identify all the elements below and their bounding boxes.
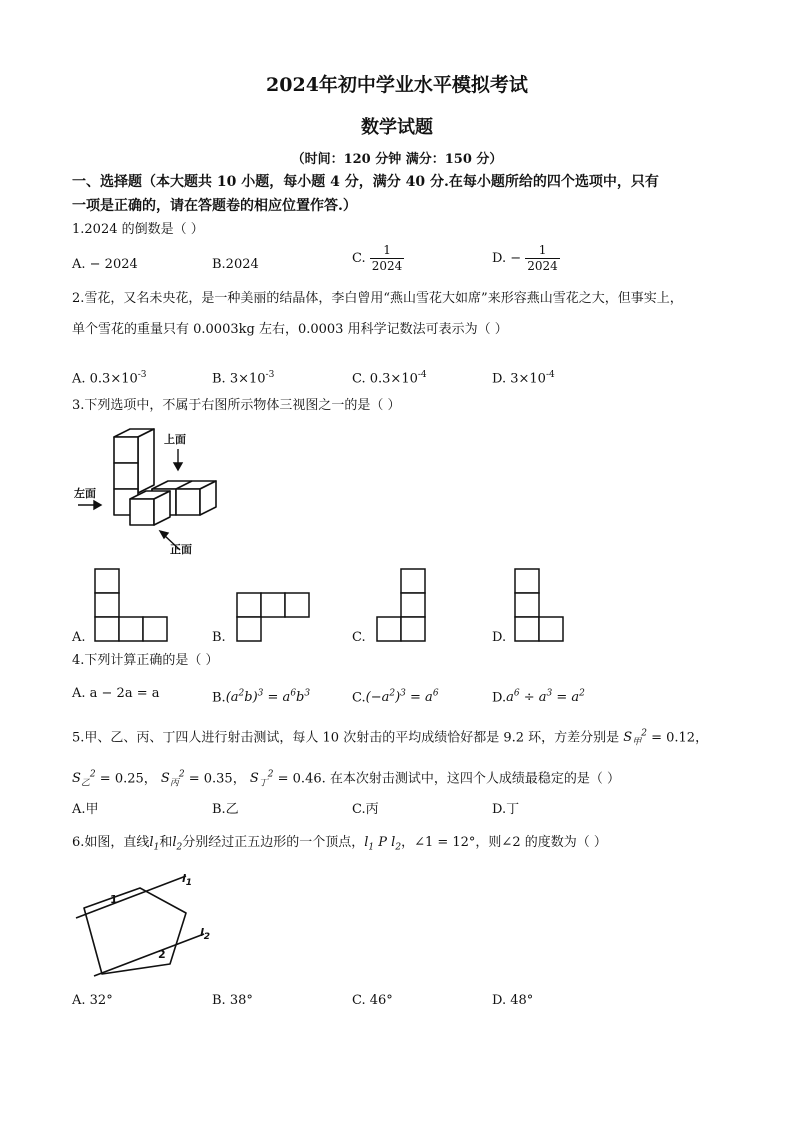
q6-option-c: C. 46° bbox=[352, 993, 393, 1008]
q4-d-formula: $a^6 \div a^3 = a^2$ bbox=[506, 689, 585, 706]
exam-subject: 数学试题 bbox=[361, 117, 433, 138]
q6-line-1 bbox=[76, 876, 186, 918]
q2-option-c bbox=[352, 365, 427, 389]
q2-b-exponent: -3 bbox=[265, 370, 275, 380]
exam-title: 2024年初中学业水平模拟考试 bbox=[266, 74, 528, 96]
q6-stem bbox=[72, 833, 742, 858]
q2-option-a bbox=[72, 365, 147, 389]
q5-s4-value: = 0.46. bbox=[277, 771, 326, 787]
q3-option-a-label: A. bbox=[72, 630, 86, 645]
q5-variance-2: $S_乙^2$ bbox=[72, 770, 96, 789]
q1-stem: 1.2024 的倒数是（ ） bbox=[72, 222, 204, 237]
q5-line1-text: 5.甲、乙、丙、丁四人进行射击测试，每人 10 次射击的平均成绩恰好都是 9.2 环，方差分别是 bbox=[72, 730, 620, 746]
q3-option-d-label: D. bbox=[492, 630, 507, 645]
q6-label-l2: $l_2$ bbox=[200, 926, 211, 943]
q5-s4-sub: 丁 bbox=[258, 778, 268, 789]
q5-s2-value: = 0.25， bbox=[99, 771, 157, 787]
section-heading-line1: 一、选择题（本大题共 10 小题，每小题 4 分，满分 40 分.在每小题所给的四个选项中，只有 bbox=[72, 174, 659, 190]
q6-stem-c: 分别经过正五边形的一个顶点， bbox=[182, 835, 365, 850]
q2-stem-line1: 2.雪花，又名未央花，是一种美丽的结晶体，李白曾用“燕山雪花大如席”来形容燕山雪花之大，但事实上， bbox=[72, 291, 683, 306]
q2-d-base: D. 3×10 bbox=[492, 371, 546, 387]
q6-line-2 bbox=[94, 934, 204, 976]
q6-line-l2: $l_2$ bbox=[172, 835, 183, 853]
q5-line2-tail: 在本次射击测试中，这四个人成绩最稳定的是（ ） bbox=[329, 771, 621, 787]
q4-option-d bbox=[492, 684, 585, 708]
q2-d-exponent: -4 bbox=[545, 370, 555, 380]
q4-b-formula: $(a^2b)^3 = a^6b^3$ bbox=[225, 689, 311, 706]
q6-line-l1: $l_1$ bbox=[149, 835, 160, 853]
q3-stem: 3.下列选项中，不属于右图所示物体三视图之一的是（ ） bbox=[72, 398, 401, 413]
q2-a-base: A. 0.3×10 bbox=[72, 371, 138, 387]
q6-stem-a: 6.如图，直线 bbox=[72, 835, 150, 850]
q1-option-c-label: C. bbox=[352, 251, 366, 266]
q6-option-a: A. 32° bbox=[72, 993, 113, 1008]
q2-c-base: C. 0.3×10 bbox=[352, 371, 418, 387]
section-heading-line2: 一项是正确的，请在答题卷的相应位置作答.） bbox=[72, 198, 357, 214]
q3-option-b-label: B. bbox=[212, 630, 226, 645]
q1-d-numerator: 1 bbox=[525, 243, 560, 259]
q1-option-a: A. − 2024 bbox=[72, 257, 138, 272]
q3-label-top: 上面 bbox=[164, 433, 186, 446]
q1-option-c-fraction bbox=[370, 243, 405, 274]
q3-option-c-label: C. bbox=[352, 630, 366, 645]
q2-b-base: B. 3×10 bbox=[212, 371, 266, 387]
q3-option-a-view bbox=[94, 568, 170, 642]
q1-option-b: B.2024 bbox=[212, 257, 259, 272]
q5-variance-3: $S_丙^2$ bbox=[160, 770, 185, 789]
q5-option-c: C.丙 bbox=[352, 802, 379, 817]
q5-option-b: B.乙 bbox=[212, 802, 239, 817]
q3-label-left: 左面 bbox=[74, 487, 96, 500]
q4-c-label: C. bbox=[352, 690, 366, 706]
q4-option-a: A. a − 2a = a bbox=[72, 686, 160, 701]
q5-variance-4: $S_丁^2$ bbox=[249, 770, 274, 789]
q2-option-d bbox=[492, 365, 555, 389]
q6-option-d: D. 48° bbox=[492, 993, 534, 1008]
q1-d-denominator: 2024 bbox=[527, 259, 558, 273]
q4-d-label: D. bbox=[492, 690, 507, 706]
q1-c-numerator: 1 bbox=[370, 243, 405, 259]
q6-stem-d: ，∠1 = 12°，则∠2 的度数为（ ） bbox=[401, 835, 607, 850]
q5-s1-sub: 甲 bbox=[632, 737, 642, 748]
q4-option-b bbox=[212, 684, 310, 708]
q6-angle-2-label: 2 bbox=[158, 948, 166, 961]
q5-option-a: A.甲 bbox=[72, 802, 99, 817]
q6-label-l1: $l_1$ bbox=[182, 872, 193, 889]
q5-s3-value: = 0.35， bbox=[188, 771, 246, 787]
q5-variance-1: $S_甲^2$ bbox=[623, 729, 647, 748]
q1-c-denominator: 2024 bbox=[371, 259, 403, 273]
q1-option-d bbox=[492, 243, 560, 274]
q5-s3-sub: 丙 bbox=[169, 778, 179, 789]
q3-option-c-view bbox=[376, 568, 426, 642]
q5-option-d: D.丁 bbox=[492, 802, 520, 817]
exam-info: （时间：120 分钟 满分：150 分） bbox=[291, 152, 503, 167]
q1-option-c bbox=[352, 243, 404, 274]
q5-s1-value: = 0.12， bbox=[651, 730, 709, 746]
q5-stem-line2 bbox=[72, 765, 742, 794]
q6-parallel-relation: $l_1$ P $l_2$ bbox=[364, 835, 402, 853]
q2-option-b bbox=[212, 365, 274, 389]
q4-b-label: B. bbox=[212, 690, 226, 706]
q4-option-c bbox=[352, 684, 439, 708]
q3-option-d-view bbox=[514, 568, 564, 642]
q2-c-exponent: -4 bbox=[417, 370, 427, 380]
q2-a-exponent: -3 bbox=[137, 370, 147, 380]
q4-stem: 4.下列计算正确的是（ ） bbox=[72, 653, 219, 668]
q3-label-front: 正面 bbox=[170, 543, 192, 556]
q5-stem-line1 bbox=[72, 724, 762, 753]
q1-option-d-fraction bbox=[525, 243, 560, 274]
q4-c-formula: $(-a^2)^3 = a^6$ bbox=[365, 689, 439, 706]
q1-option-d-label: D. − bbox=[492, 251, 522, 266]
q3-option-b-view bbox=[236, 592, 310, 642]
q5-s2-sub: 乙 bbox=[80, 778, 90, 789]
q6-angle-1-label: 1 bbox=[110, 893, 118, 906]
q2-stem-line2: 单个雪花的重量只有 0.0003kg 左右，0.0003 用科学记数法可表示为（ ） bbox=[72, 322, 508, 337]
q6-option-b: B. 38° bbox=[212, 993, 253, 1008]
q6-stem-b: 和 bbox=[159, 835, 173, 850]
